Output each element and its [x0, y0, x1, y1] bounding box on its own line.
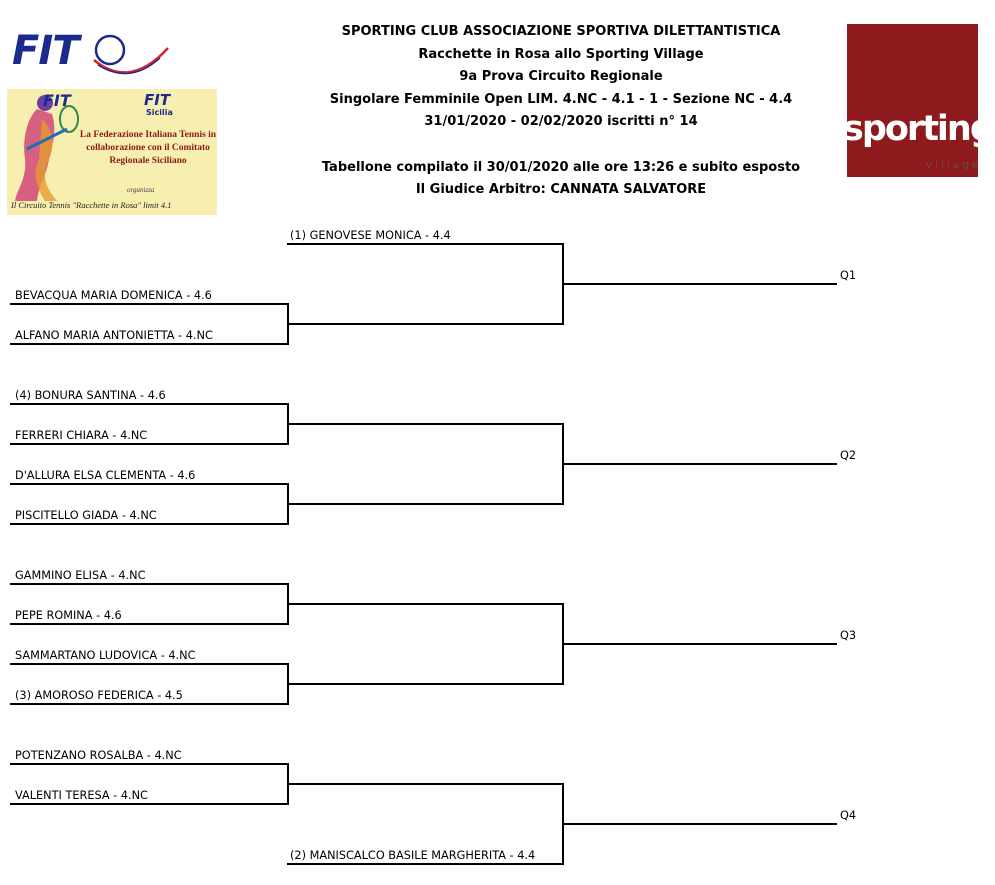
- player-entry: (3) AMOROSO FEDERICA - 4.5: [15, 689, 183, 702]
- bracket-line: [287, 683, 562, 685]
- bracket-line: [10, 483, 288, 485]
- banner-organizza: organizza: [127, 186, 155, 194]
- player-entry: (1) GENOVESE MONICA - 4.4: [290, 229, 451, 242]
- player-entry: GAMMINO ELISA - 4.NC: [15, 569, 146, 582]
- bracket-line: [10, 763, 288, 765]
- bracket-line: [10, 303, 288, 305]
- player-entry: ALFANO MARIA ANTONIETTA - 4.NC: [15, 329, 213, 342]
- player-entry: BEVACQUA MARIA DOMENICA - 4.6: [15, 289, 212, 302]
- bracket-line: [10, 663, 288, 665]
- player-entry: (4) BONURA SANTINA - 4.6: [15, 389, 166, 402]
- event-name: Racchette in Rosa allo Sporting Village: [418, 46, 704, 62]
- bracket-line: [562, 823, 837, 825]
- bracket-line: [287, 603, 562, 605]
- banner-text: La Federazione Italiana Tennis in collaborazione con il Comitato Regionale Siciliano: [79, 130, 217, 166]
- bracket-line: [10, 403, 288, 405]
- fit-logo: [12, 28, 79, 74]
- bracket-line: [10, 623, 288, 625]
- fit-logo-text: FIT: [12, 28, 79, 74]
- bracket-line: [562, 463, 837, 465]
- bracket-line: [287, 503, 562, 505]
- player-entry: FERRERI CHIARA - 4.NC: [15, 429, 148, 442]
- bracket-line: [10, 703, 288, 705]
- bracket-line: [287, 323, 562, 325]
- bracket-line: [287, 783, 562, 785]
- bracket-line: [562, 283, 837, 285]
- circuit-banner: [7, 89, 217, 215]
- qualifier-label: Q4: [840, 809, 857, 822]
- banner-fit-logo: FIT: [43, 91, 71, 110]
- referee: Il Giudice Arbitro: CANNATA SALVATORE: [415, 182, 707, 197]
- draw-compiled-note: Tabellone compilato il 30/01/2020 alle ore 13:26 e subito esposto: [321, 159, 801, 175]
- qualifier-label: Q3: [840, 629, 857, 642]
- bracket-line: [287, 243, 562, 245]
- sporting-logo-text: sporting: [843, 109, 993, 149]
- bracket-line: [562, 643, 837, 645]
- player-entry: PISCITELLO GIADA - 4.NC: [15, 509, 157, 522]
- banner-sicilia-label: Sicilia: [146, 108, 173, 117]
- player-entry: POTENZANO ROSALBA - 4.NC: [15, 749, 182, 762]
- player-entry: PEPE ROMINA - 4.6: [15, 609, 122, 622]
- player-entry: SAMMARTANO LUDOVICA - 4.NC: [15, 649, 196, 662]
- bracket-line: [10, 803, 288, 805]
- tournament-header: [300, 21, 822, 202]
- banner-footer: Il Circuito Tennis "Racchette in Rosa" limit 4.1: [11, 200, 172, 210]
- banner-fit-sicilia-logo: FIT: [144, 91, 171, 109]
- player-entry: (2) MANISCALCO BASILE MARGHERITA - 4.4: [290, 849, 536, 862]
- tennis-ball-icon: [90, 30, 170, 80]
- bracket-line: [10, 523, 288, 525]
- bracket-line: [10, 583, 288, 585]
- bracket-line: [287, 423, 562, 425]
- circuit-stage: 9a Prova Circuito Regionale: [459, 69, 663, 84]
- player-entry: VALENTI TERESA - 4.NC: [15, 789, 148, 802]
- draw-category: Singolare Femminile Open LIM. 4.NC - 4.1 - 1 - Sezione NC - 4.4: [329, 91, 793, 107]
- qualifier-label: Q1: [840, 269, 857, 282]
- player-entry: D'ALLURA ELSA CLEMENTA - 4.6: [15, 469, 196, 482]
- village-logo-text: v i l l a g e: [926, 160, 978, 171]
- club-name: SPORTING CLUB ASSOCIAZIONE SPORTIVA DILETTANTISTICA: [341, 24, 781, 39]
- dates-entries: 31/01/2020 - 02/02/2020 iscritti n° 14: [424, 114, 698, 129]
- sporting-village-logo: [843, 24, 993, 177]
- qualifier-label: Q2: [840, 449, 857, 462]
- bracket-line: [10, 443, 288, 445]
- bracket-line: [287, 863, 562, 865]
- bracket-line: [10, 343, 288, 345]
